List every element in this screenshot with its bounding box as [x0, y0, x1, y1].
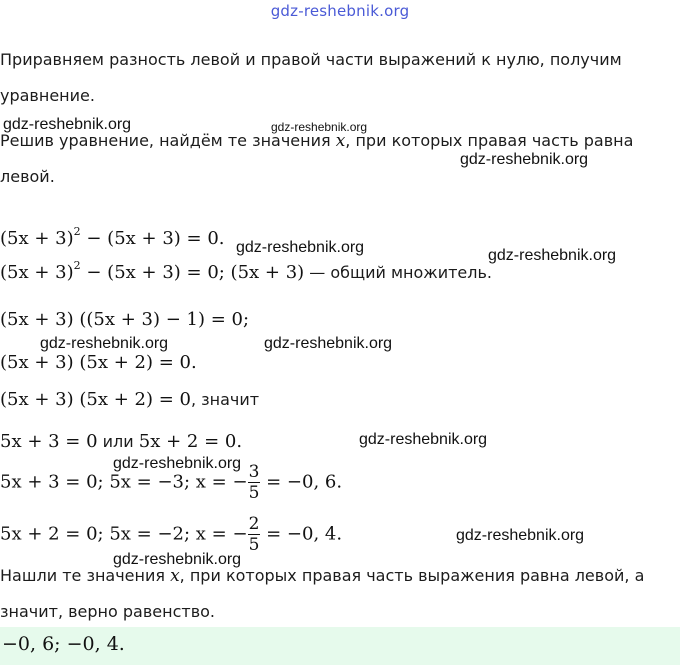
fraction-numerator: 3 — [248, 462, 260, 482]
paragraph-conclusion-text-b: , при которых правая часть выражения равна левой, а — [179, 566, 645, 585]
variable-x: x — [170, 566, 180, 586]
watermark: gdz-reshebnik.org — [359, 431, 488, 448]
equation-8-left: 5x + 2 = 0; 5x = −2; x = − — [0, 523, 248, 545]
variable-x: x — [335, 131, 346, 151]
fraction-denominator: 5 — [248, 483, 260, 503]
fraction-2-5 — [248, 514, 261, 555]
paragraph-solve-line2: левой. — [0, 167, 55, 186]
watermark: gdz-reshebnik.org — [456, 527, 585, 544]
watermark: gdz-reshebnik.org — [271, 120, 368, 134]
watermark: gdz-reshebnik.org — [113, 551, 242, 568]
equation-5-comment: , значит — [190, 390, 260, 409]
equation-7 — [0, 462, 342, 503]
equation-5-math: (5x + 3) (5x + 2) = 0 — [0, 389, 191, 410]
watermark: gdz-reshebnik.org — [3, 116, 132, 133]
equation-2-base: (5x + 3) — [0, 262, 74, 283]
equation-2-comment: — общий множитель. — [304, 263, 493, 282]
site-logo-link[interactable]: gdz-reshebnik.org — [270, 2, 410, 20]
fraction-numerator: 2 — [248, 514, 260, 534]
fraction-denominator: 5 — [248, 535, 260, 555]
paragraph-conclusion-text-a: Нашли те значения — [0, 566, 171, 585]
equation-7-right: = −0, 6. — [260, 471, 343, 493]
fraction-3-5 — [248, 462, 261, 503]
equation-1-exponent: 2 — [73, 225, 81, 238]
paragraph-intro-line2: уравнение. — [0, 86, 95, 105]
paragraph-conclusion-line2: значит, верно равенство. — [0, 602, 215, 621]
answer-box — [0, 627, 680, 665]
answer-text: −0, 6; −0, 4. — [2, 633, 125, 655]
watermark: gdz-reshebnik.org — [40, 335, 169, 352]
equation-1-rest: − (5x + 3) = 0. — [80, 228, 225, 249]
equation-2-rest: − (5x + 3) = 0; (5x + 3) — [80, 262, 305, 283]
equation-2-exponent: 2 — [73, 259, 81, 272]
equation-1-base: (5x + 3) — [0, 228, 74, 249]
equation-6-right: 5x + 2 = 0. — [138, 431, 243, 452]
equation-3: (5x + 3) ((5x + 3) − 1) = 0; — [0, 309, 250, 330]
equation-6 — [0, 431, 242, 452]
equation-6-left: 5x + 3 = 0 — [0, 431, 98, 452]
paragraph-solve-text-a: Решив уравнение, найдём те значения — [0, 131, 336, 150]
equation-8-right: = −0, 4. — [260, 523, 343, 545]
watermark: gdz-reshebnik.org — [113, 455, 242, 472]
equation-1 — [0, 225, 225, 249]
equation-8 — [0, 514, 342, 555]
paragraph-conclusion-line1 — [0, 566, 644, 586]
paragraph-solve-line1 — [0, 131, 633, 151]
watermark: gdz-reshebnik.org — [460, 151, 589, 168]
equation-5 — [0, 389, 259, 410]
watermark: gdz-reshebnik.org — [264, 335, 393, 352]
equation-7-left: 5x + 3 = 0; 5x = −3; x = − — [0, 471, 248, 493]
paragraph-solve-text-b: , при которых правая часть равна — [345, 131, 634, 150]
equation-4: (5x + 3) (5x + 2) = 0. — [0, 352, 197, 373]
equation-6-or: или — [97, 432, 139, 451]
watermark: gdz-reshebnik.org — [488, 247, 617, 264]
watermark: gdz-reshebnik.org — [236, 239, 365, 256]
equation-2 — [0, 259, 493, 283]
paragraph-intro-line1: Приравняем разность левой и правой части выражений к нулю, получим — [0, 50, 622, 69]
